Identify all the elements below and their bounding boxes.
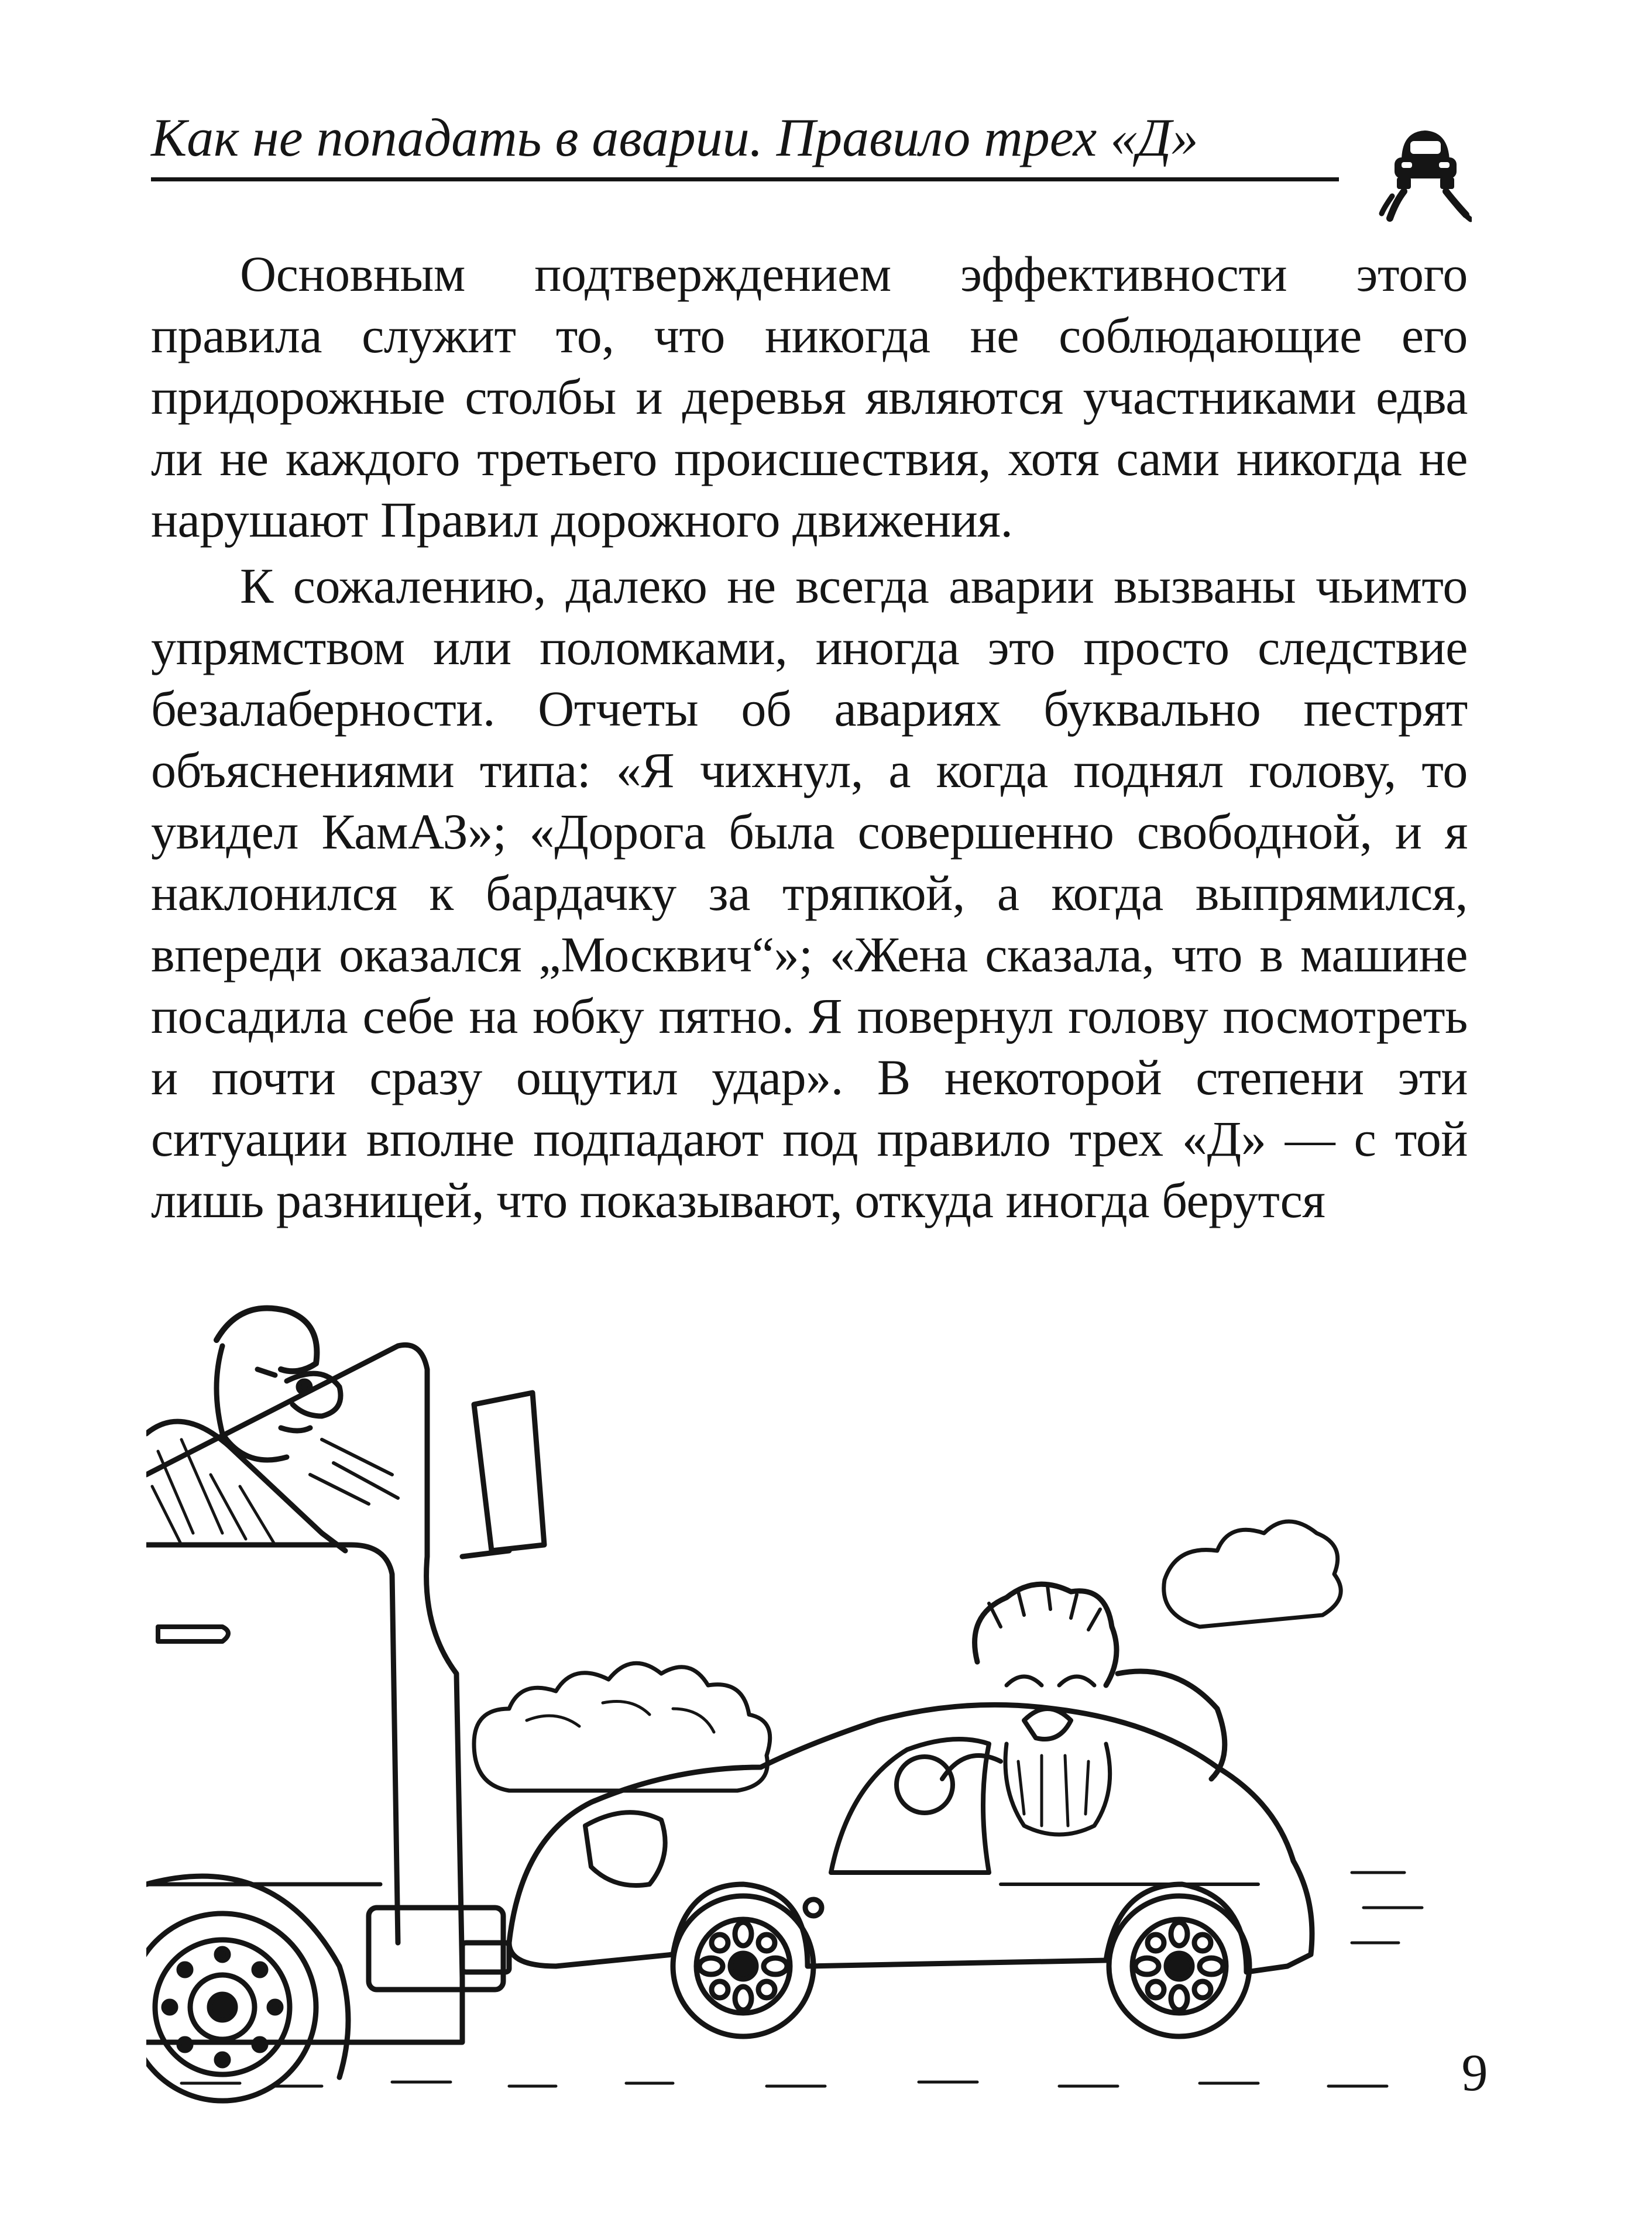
car-rear-wheel — [1109, 1896, 1249, 2036]
car-headlight — [585, 1812, 665, 1885]
dust-cloud — [474, 1663, 770, 1791]
truck-cab — [146, 1345, 462, 2042]
skidding-car-icon — [1378, 120, 1472, 222]
page-number: 9 — [1461, 2044, 1488, 2102]
paragraph-1: Основным подтверждением эффективности этого правила служит то, что никогда не соблюдающие его придорожные столбы и деревья являются участниками едва ли не каждого третьего происшествия, хотя сами никогда не нарушают Правил дорожного движения. — [151, 246, 1468, 548]
header-rule — [151, 177, 1339, 181]
truck-driver — [146, 1308, 398, 1551]
truck-door-handle — [158, 1627, 228, 1641]
truck-bumper — [369, 1908, 503, 1990]
paragraph-2: К сожалению, далеко не всегда аварии вызваны чьимто упрямством или поломками, иногда это просто следствие безалаберности. Отчеты об авариях буквально пестрят объяснениями типа: «Я чихнул, а когда поднял голову, то увидел КамАЗ»; «Дорога была совершенно свободной, и я наклонился к бардачку за тряпкой, а когда выпрямился, впереди оказался „Москвич“»; «Жена сказала, что в машине посадила себе на юбку пятно. Я повернул голову посмотреть и почти сразу ощутил удар». В некоторой степени эти ситуации вполне подпадают под правило трех «Д» — с той лишь разницей, что показывают, откуда иногда берутся — [151, 558, 1468, 1228]
truck-car-collision-illustration — [146, 1299, 1492, 2118]
car-front-wheel — [673, 1896, 813, 2036]
car-body — [509, 1705, 1312, 1972]
running-header: Как не попадать в аварии. Правило трех «Д» — [151, 108, 1198, 167]
truck-mirror — [474, 1393, 544, 1551]
body-text — [151, 243, 1468, 1231]
truck-wheel — [146, 1876, 348, 2101]
